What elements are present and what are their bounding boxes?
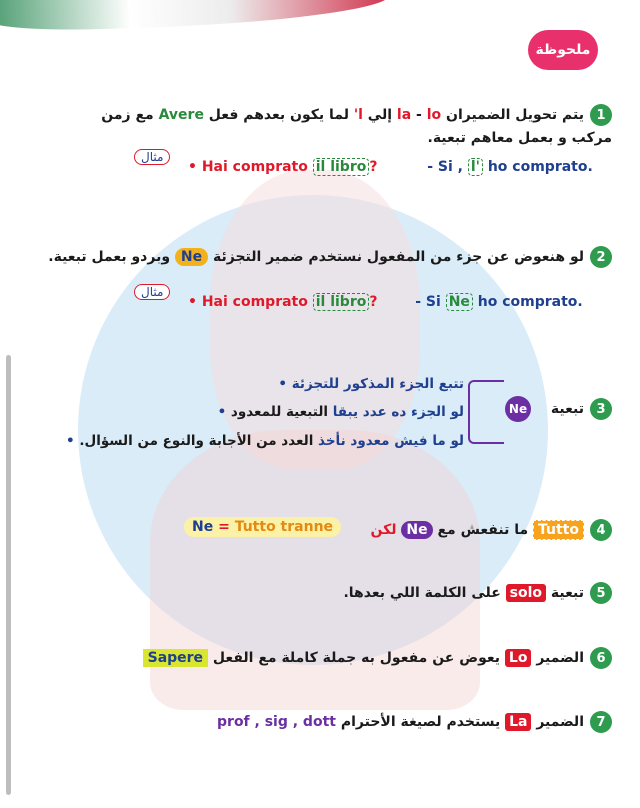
item-1-example [188, 159, 593, 175]
item-3-number: 3 [590, 398, 612, 420]
item-2-example [188, 294, 583, 310]
bullet-dot: • [188, 159, 197, 175]
item-7-number: 7 [590, 711, 612, 733]
ex1-a3: ho comprato. [487, 159, 593, 175]
item-7-text-a: الضمير [531, 714, 584, 730]
item-3-title-text: تبعية [550, 401, 584, 417]
item-4-text-a: ما تنفعش مع [432, 522, 534, 538]
b2b-text: التبعية للمعدود [230, 404, 333, 420]
bullet: • [217, 404, 227, 420]
b1-text: تتبع الجزء المذكور للتجزئة [291, 376, 464, 392]
b3a-text: لو ما فيش معدود نأخذ [318, 433, 464, 449]
ex1-q1: Hai comprato [201, 159, 308, 175]
item-1-number: 1 [590, 104, 612, 126]
item-3-bullet-1 [278, 376, 464, 392]
ex2-a3: ho comprato. [477, 294, 583, 310]
ex1-a1: - Si , [427, 159, 463, 175]
bullet-dot: • [188, 294, 197, 310]
item-2-text-a: لو هنعوض عن جزء من المفعول نستخدم ضمير التجزئة [208, 249, 584, 265]
item-1-l: 'l [353, 107, 363, 123]
item-7-la: La [505, 713, 531, 731]
item-1-text-d: مع زمن [101, 107, 159, 123]
item-1-avere: Avere [158, 107, 204, 123]
ex2-a1: - Si [415, 294, 441, 310]
item-7-line [217, 711, 612, 733]
item-7-text-b: يستخدم لصيغة الأحترام [335, 714, 506, 730]
item-2-ne: Ne [175, 248, 208, 266]
ex1-q3: ? [369, 159, 378, 175]
item-6-text-b: يعوض عن مفعول به جملة كاملة مع الفعل [208, 650, 505, 666]
item-4-ne: Ne [401, 521, 432, 539]
formula-tutto-tranne: Tutto tranne [234, 519, 334, 535]
item-7-titles: prof , sig , dott [217, 714, 336, 730]
item-1-lo: lo [426, 107, 442, 123]
item-5-line [343, 582, 612, 604]
item-1-text-c: لما يكون بعدهم فعل [203, 107, 354, 123]
note-badge: ملحوظة [528, 30, 598, 70]
item-2-number: 2 [590, 246, 612, 268]
ex2-a2: Ne [446, 293, 473, 311]
item-4-number: 4 [590, 519, 612, 541]
example-label-1: مثال [134, 149, 170, 165]
b2a-text: لو الجزء ده عدد يبقا [332, 404, 464, 420]
example-badge-1 [134, 146, 170, 165]
item-4-line [371, 519, 612, 541]
example-label-2: مثال [134, 284, 170, 300]
item-6-text-a: الضمير [531, 650, 584, 666]
item-1-text-b: إلي [362, 107, 397, 123]
item-6-sapere: Sapere [143, 649, 208, 667]
item-4-formula [184, 517, 341, 537]
item-6-number: 6 [590, 647, 612, 669]
item-6-lo: Lo [505, 649, 532, 667]
item-1-line-1 [101, 104, 612, 126]
ex1-a2: l' [468, 158, 483, 176]
side-scrollbar [6, 355, 11, 795]
item-3-bracket [468, 380, 504, 444]
item-3-title [551, 398, 612, 420]
item-3-bullet-3 [66, 433, 464, 449]
ex2-q3: ? [369, 294, 378, 310]
item-3-bullet-2 [218, 404, 464, 420]
item-5-solo: solo [506, 584, 546, 602]
ex1-q2: il libro [313, 158, 370, 176]
item-4-text-b: لكن [370, 522, 402, 538]
ex2-q2: il libro [313, 293, 370, 311]
italian-flag-banner [0, 0, 391, 33]
formula-eq: = [218, 519, 230, 535]
formula-ne: Ne [192, 519, 214, 535]
ex2-q1: Hai comprato [201, 294, 308, 310]
item-5-text-b: على الكلمة اللي بعدها. [343, 585, 506, 601]
example-badge-2 [134, 281, 170, 300]
bullet: • [66, 433, 75, 449]
item-5-text-a: تبعية [546, 585, 584, 601]
item-4-tutto: Tutto [533, 520, 584, 540]
item-3-ne-circle: Ne [505, 396, 531, 422]
item-5-number: 5 [590, 582, 612, 604]
item-2-text-b: وبردو بعمل تبعية. [48, 249, 175, 265]
background-portrait [210, 170, 420, 470]
item-6-line [143, 647, 612, 669]
item-1-dash: - [411, 107, 427, 123]
b3b-text: العدد من الأجابة والنوع من السؤال. [79, 433, 319, 449]
bullet: • [278, 376, 288, 392]
item-2-line [48, 246, 612, 268]
item-1-line-2: مركب و بعمل معاهم تبعية. [427, 130, 612, 146]
item-1-la: la [396, 107, 412, 123]
item-1-text-a: يتم تحويل الضميران [441, 107, 584, 123]
